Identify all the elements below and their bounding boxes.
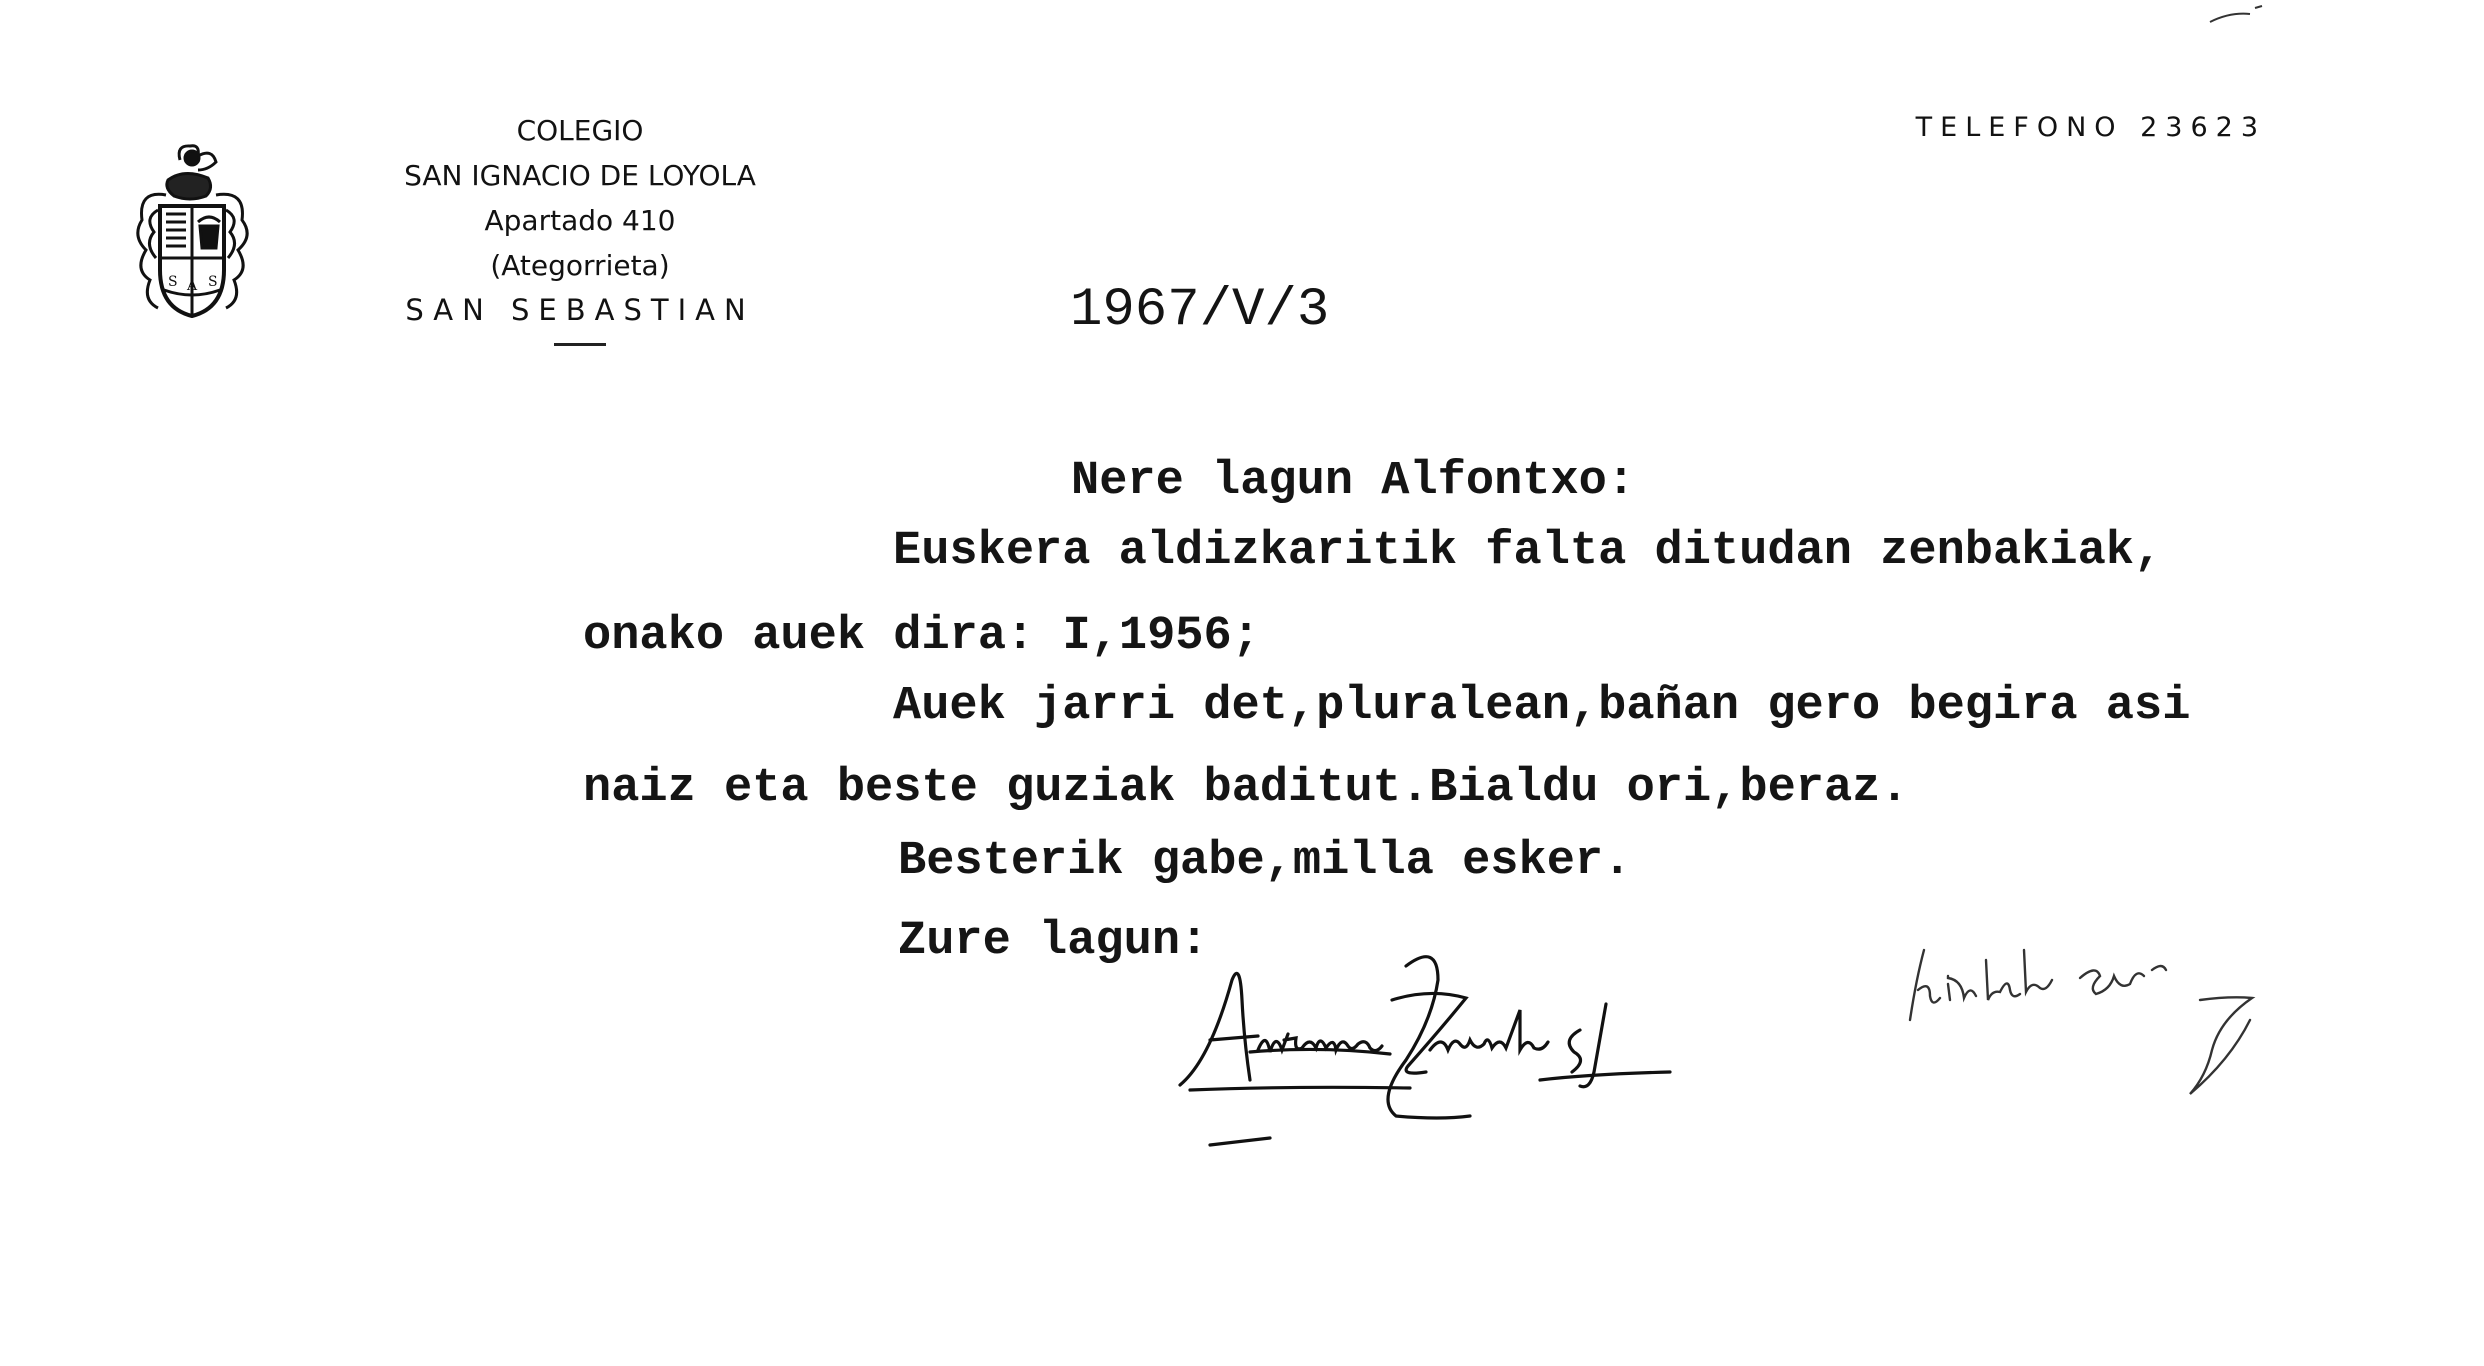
closing-thanks: Besterik gabe,milla esker.: [898, 835, 1632, 888]
handwritten-note: [1900, 880, 2300, 1120]
letterhead-phone: TELEFONO 23623: [1915, 112, 2266, 143]
letterhead-postbox: Apartado 410: [484, 204, 676, 237]
letterhead-district: (Ategorrieta): [490, 249, 670, 282]
coat-of-arms-icon: [128, 140, 258, 325]
paragraph-2-line-2: naiz eta beste guziak baditut.Bialdu ori,beraz.: [583, 762, 1909, 815]
letter-date: 1967/V/3: [1070, 280, 1330, 341]
svg-text:A: A: [187, 278, 198, 294]
svg-text:S: S: [208, 274, 218, 290]
greeting: Nere lagun Alfontxo:: [1071, 455, 1636, 508]
closing-salutation: Zure lagun:: [898, 915, 1209, 968]
pen-mark: [2200, 0, 2280, 30]
letterhead: [320, 108, 840, 346]
svg-text:S: S: [168, 274, 178, 290]
paragraph-2-line-1: Auek jarri det,pluralean,bañan gero begira asi: [893, 680, 2191, 733]
letterhead-divider: [554, 343, 606, 346]
paragraph-1-line-1: Euskera aldizkaritik falta ditudan zenbakiak,: [893, 525, 2163, 578]
handwritten-signature: [1170, 940, 1730, 1160]
letterhead-city: SAN SEBASTIAN: [405, 293, 755, 327]
letterhead-school-name: SAN IGNACIO DE LOYOLA: [404, 159, 756, 192]
letterhead-school-type: COLEGIO: [516, 114, 644, 147]
paragraph-1-line-2: onako auek dira: I,1956;: [583, 610, 1260, 663]
